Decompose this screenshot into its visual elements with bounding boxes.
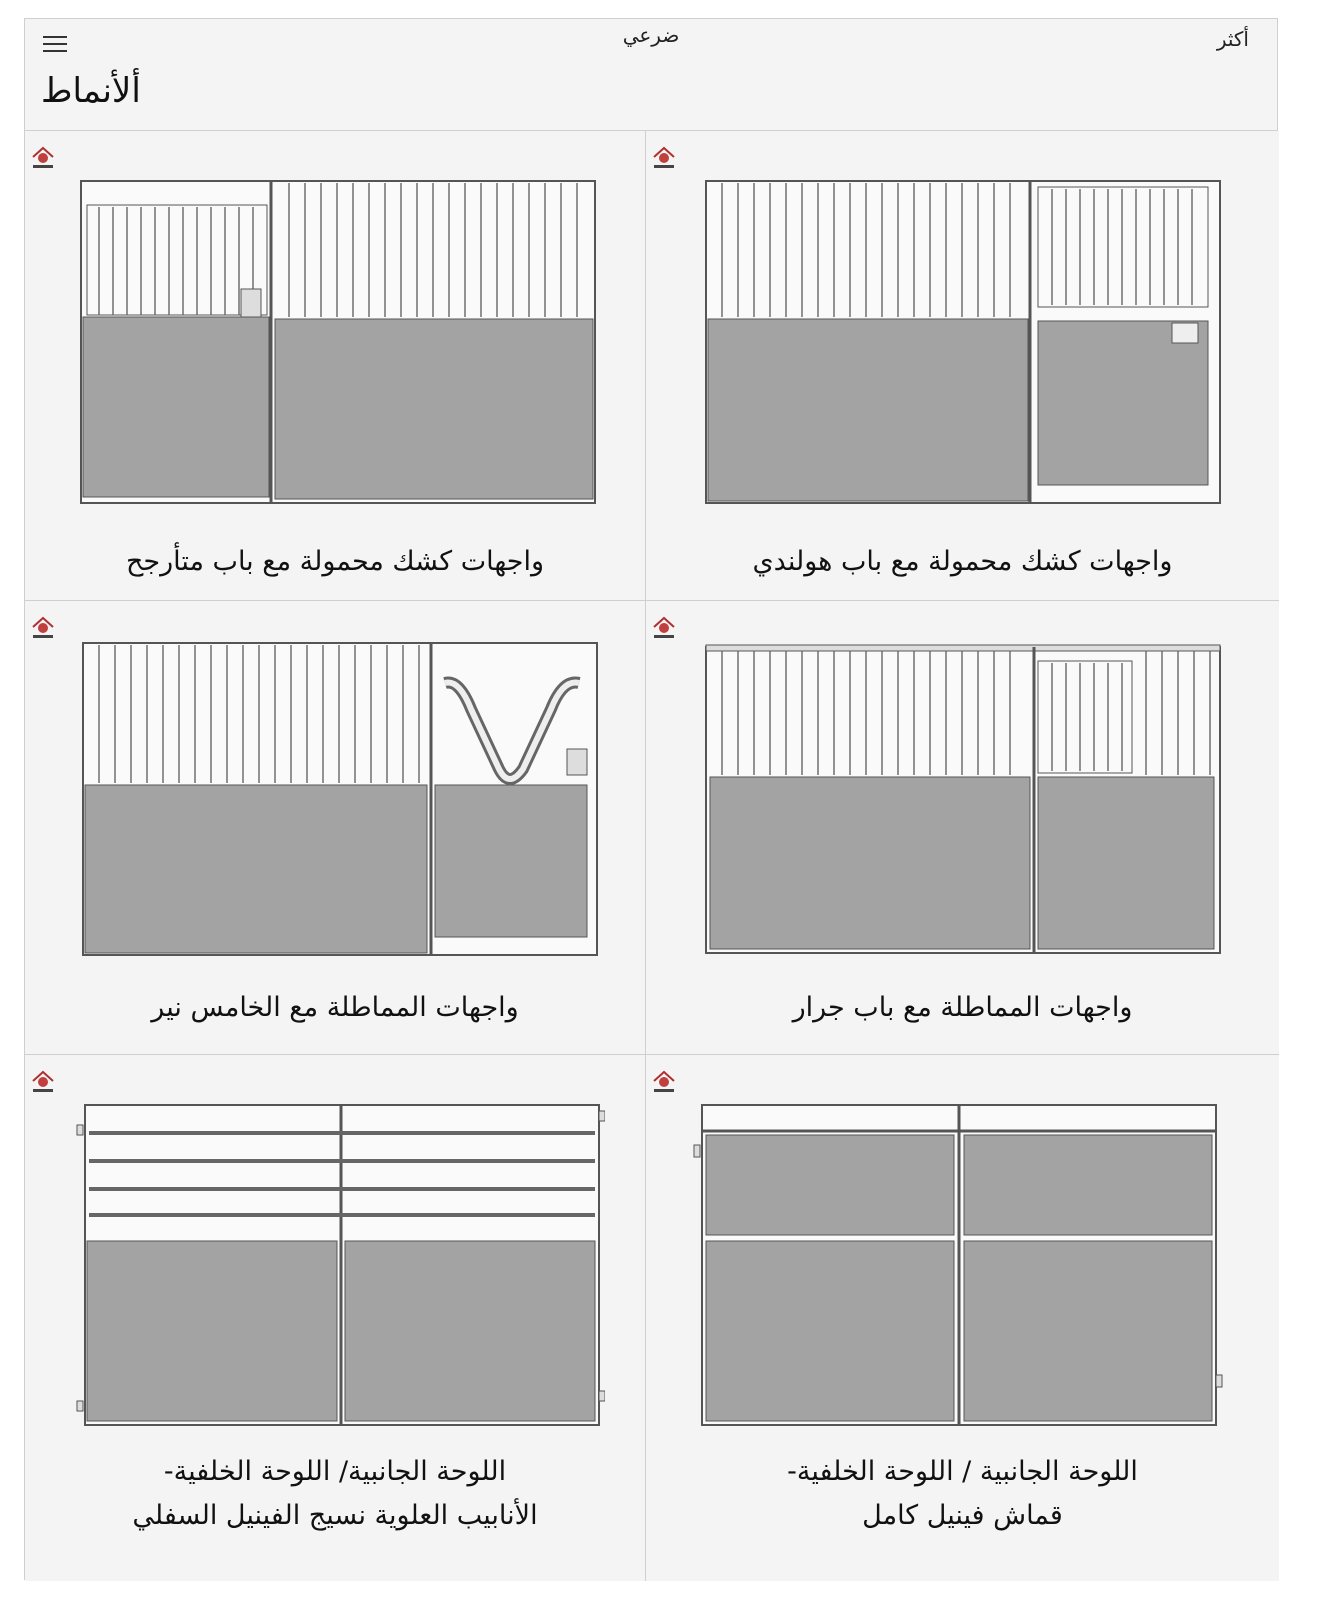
product-caption-line2[interactable]: قماش فينيل كامل	[862, 1500, 1063, 1531]
product-card-swing-door[interactable]	[25, 131, 646, 601]
product-caption-line2[interactable]: الأنابيب العلوية نسيج الفينيل السفلي	[132, 1500, 538, 1531]
product-caption-line1[interactable]: اللوحة الجانبية / اللوحة الخلفية-	[787, 1456, 1138, 1487]
header-title: ضرعي	[622, 23, 680, 47]
product-caption[interactable]: واجهات المماطلة مع الخامس نير	[151, 992, 519, 1023]
product-caption[interactable]: واجهات كشك محمولة مع باب هولندي	[752, 546, 1173, 577]
shinehope-logo-icon	[31, 145, 55, 171]
product-grid	[25, 131, 1277, 1581]
product-card-tube-vinyl-panel[interactable]	[25, 1055, 646, 1581]
app-frame	[24, 18, 1278, 1580]
app-header	[25, 19, 1277, 131]
product-caption[interactable]: واجهات كشك محمولة مع باب متأرجح	[125, 546, 545, 577]
shinehope-logo-icon	[652, 615, 676, 641]
shinehope-logo-icon	[652, 145, 676, 171]
shinehope-logo-icon	[31, 615, 55, 641]
product-caption[interactable]: واجهات المماطلة مع باب جرار	[792, 992, 1133, 1023]
side-panel-full-vinyl-drawing	[692, 1099, 1232, 1429]
product-caption-line1[interactable]: اللوحة الجانبية/ اللوحة الخلفية-	[163, 1456, 507, 1487]
shinehope-logo-icon	[652, 1069, 676, 1095]
product-card-yoke[interactable]	[25, 601, 646, 1055]
more-link[interactable]: أكثر	[1216, 27, 1249, 51]
stall-front-sliding-door-drawing	[702, 637, 1224, 959]
stall-front-yoke-drawing	[79, 639, 601, 959]
side-panel-tube-vinyl-drawing	[75, 1101, 605, 1431]
product-card-dutch-door[interactable]	[646, 131, 1279, 601]
stall-front-swing-door-drawing	[77, 177, 599, 507]
product-card-sliding-door[interactable]	[646, 601, 1279, 1055]
page-title: ألأنماط	[41, 71, 141, 111]
shinehope-logo-icon	[31, 1069, 55, 1095]
product-card-full-vinyl-panel[interactable]	[646, 1055, 1279, 1581]
stall-front-dutch-door-drawing	[702, 177, 1224, 507]
